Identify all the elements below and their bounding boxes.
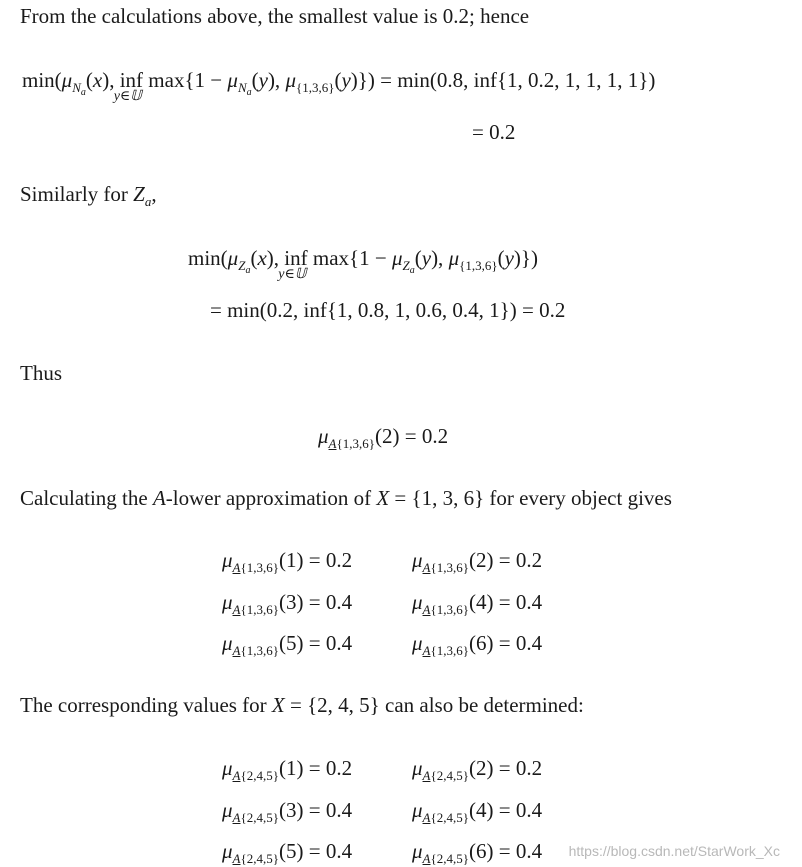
paragraph-2: Similarly for $Z_a$, (20, 182, 157, 209)
lower-approx-245-row-2: $\mu_{A\{2,4,5\}}(3) = 0.4$ $\mu_{A\{2,4,5\}}(4) = 0.4$ (222, 798, 543, 825)
equation-1: $\min(\mu_{N_a}(x)$, inf y∈𝕌 $\max\{1 - \mu_{N_a}(y)$, $\mu_{\{1,3,6\}}(y)\}) = \min(0.8$, inf{1, 0.2, 1, 1, 1, 1}) (22, 68, 656, 104)
lower-approx-245-row-1: $\mu_{A\{2,4,5\}}(1) = 0.2$ $\mu_{A\{2,4,5\}}(2) = 0.2$ (222, 756, 543, 783)
lower-approx-136-row-3: $\mu_{A\{1,3,6\}}(5) = 0.4$ $\mu_{A\{1,3,6\}}(6) = 0.4$ (222, 631, 543, 658)
equation-3: $\mu_{A\{1,3,6\}}(2) = 0.2$ (318, 424, 449, 451)
lower-approx-136-row-1: $\mu_{A\{1,3,6\}}(1) = 0.2$ $\mu_{A\{1,3,6\}}(2) = 0.2$ (222, 548, 543, 575)
watermark-url: https://blog.csdn.net/StarWork_Xc (568, 843, 780, 859)
paragraph-1: From the calculations above, the smallest value is 0.2; hence (20, 4, 530, 28)
min-op: min (22, 68, 55, 92)
paragraph-3: Thus (20, 361, 62, 385)
inf-operator: inf y∈𝕌 (113, 68, 144, 104)
inf-operator-2: inf y∈𝕌 (278, 246, 308, 282)
equation-2-result: = min(0.2, inf{1, 0.8, 1, 0.6, 0.4, 1}) = 0.2 (210, 298, 566, 322)
equation-1-rhs: = min(0.8, inf{1, 0.2, 1, 1, 1, 1}) (380, 68, 656, 92)
paragraph-4: Calculating the A-lower approximation of X = {1, 3, 6} for every object gives (20, 486, 672, 510)
equation-2: $\min(\mu_{Z_a}(x)$, inf y∈𝕌 $\max\{1 - \mu_{Z_a}(y)$, $\mu_{\{1,3,6\}}(y)$}) (188, 246, 538, 282)
paragraph-5: The corresponding values for X = {2, 4, 5} can also be determined: (20, 693, 584, 717)
lower-approx-245-row-3: $\mu_{A\{2,4,5\}}(5) = 0.4$ $\mu_{A\{2,4,5\}}(6) = 0.4$ (222, 839, 543, 866)
lower-approx-136-row-2: $\mu_{A\{1,3,6\}}(3) = 0.4$ $\mu_{A\{1,3,6\}}(4) = 0.4$ (222, 590, 543, 617)
equation-1-result: = 0.2 (472, 120, 516, 144)
